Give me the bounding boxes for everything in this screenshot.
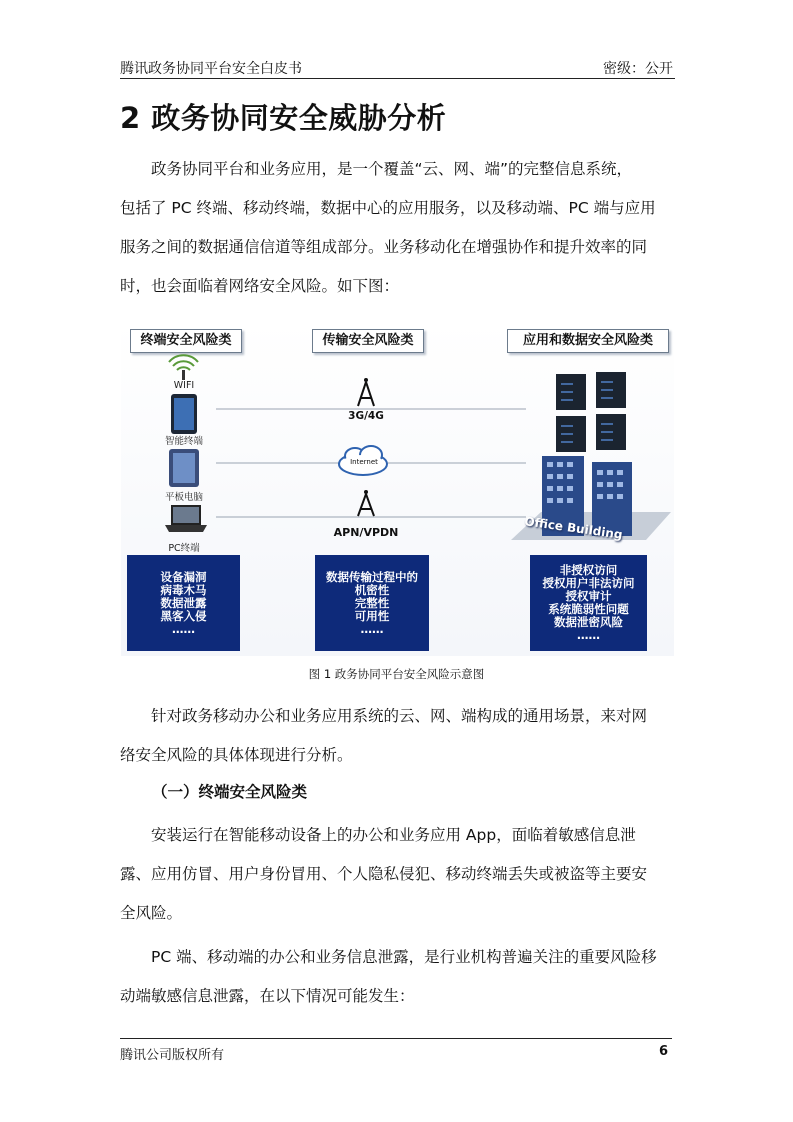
smartphone-icon (171, 394, 197, 434)
header-classification: 密级：公开 (603, 61, 673, 77)
risk-item: 数据传输过程中的 (326, 569, 418, 584)
app-data-risk-box (530, 555, 647, 651)
transport-risk-box (315, 555, 429, 651)
risk-item: 系统脆弱性问题 (548, 602, 629, 616)
page-footer (120, 1038, 672, 1065)
label-3g4g: 3G/4G (348, 410, 384, 422)
risk-item: 授权用户非法访问 (542, 576, 635, 590)
paragraph-line: 全风险。 (120, 904, 183, 922)
intro-paragraph (120, 150, 675, 306)
risk-item: …… (360, 621, 384, 636)
paragraph-line: 露、应用仿冒、用户身份冒用、个人隐私侵犯、移动终端丢失或被盗等主要安 (120, 865, 648, 883)
wifi-icon (169, 355, 198, 380)
risk-item: …… (172, 621, 195, 636)
paragraph-line: 包括了 PC 终端、移动终端，数据中心的应用服务，以及移动端、PC 端与应用 (120, 199, 656, 217)
header-title: 腾讯政务协同平台安全白皮书 (120, 61, 302, 77)
paragraph-line: 政务协同平台和业务应用，是一个覆盖“云、网、端”的完整信息系统， (151, 160, 633, 178)
risk-item: 可用性 (354, 608, 390, 623)
leak-paragraph (120, 938, 675, 1016)
risk-item: 机密性 (354, 582, 390, 597)
paragraph-line: 络安全风险的具体体现进行分析。 (120, 746, 353, 764)
risk-item: 完整性 (354, 595, 390, 610)
risk-item: 黑客入侵 (160, 608, 207, 623)
paragraph-line: 动端敏感信息泄露，在以下情况可能发生： (120, 987, 415, 1005)
section-heading: 2 政务协同安全威胁分析 (120, 101, 447, 135)
terminal-risk-box (127, 555, 240, 651)
page-header (120, 52, 675, 79)
tablet-icon (169, 449, 199, 487)
risk-item: 数据泄密风险 (554, 615, 623, 629)
figure-caption: 图 1 政务协同平台安全风险示意图 (308, 667, 485, 681)
label-tablet: 平板电脑 (164, 492, 203, 503)
label-pc-terminal: PC终端 (168, 543, 200, 554)
antenna-icon (358, 490, 374, 516)
category-terminal-risk: 终端安全风险类 (130, 329, 242, 353)
page-number: 6 (658, 1044, 668, 1059)
label-smart-terminal: 智能终端 (164, 436, 203, 447)
label-apn-vpdn: APN/VPDN (333, 526, 399, 539)
paragraph-line: 时，也会面临着网络安全风险。如下图： (120, 277, 400, 295)
terminal-risk-paragraph (120, 816, 675, 933)
paragraph-line: 针对政务移动办公和业务应用系统的云、网、端构成的通用场景，来对网 (151, 707, 648, 725)
category-app-data-risk: 应用和数据安全风险类 (507, 329, 669, 353)
risk-diagram (121, 322, 674, 656)
risk-item: 非授权访问 (559, 563, 618, 577)
paragraph-line: 服务之间的数据通信信道等组成部分。业务移动化在增强协作和提升效率的同 (120, 238, 648, 256)
label-office-building: Office Building (523, 514, 624, 542)
label-wifi: WIFI (173, 380, 195, 391)
subsection-heading: （一）终端安全风险类 (152, 783, 308, 801)
risk-item: …… (577, 628, 600, 642)
category-transport-risk: 传输安全风险类 (312, 329, 424, 353)
risk-item: 设备漏洞 (160, 569, 207, 584)
paragraph-line: 安装运行在智能移动设备上的办公和业务应用 App，面临着敏感信息泄 (151, 826, 636, 844)
footer-copyright: 腾讯公司版权所有 (120, 1048, 225, 1063)
risk-item: 授权审计 (565, 589, 612, 603)
paragraph-line: PC 端、移动端的办公和业务信息泄露，是行业机构普遍关注的重要风险移 (151, 948, 657, 966)
laptop-icon (165, 505, 207, 532)
label-internet: Internet (350, 458, 378, 466)
analysis-paragraph (120, 697, 675, 775)
risk-item: 病毒木马 (160, 582, 207, 597)
antenna-icon (358, 378, 374, 406)
risk-item: 数据泄露 (160, 595, 207, 610)
